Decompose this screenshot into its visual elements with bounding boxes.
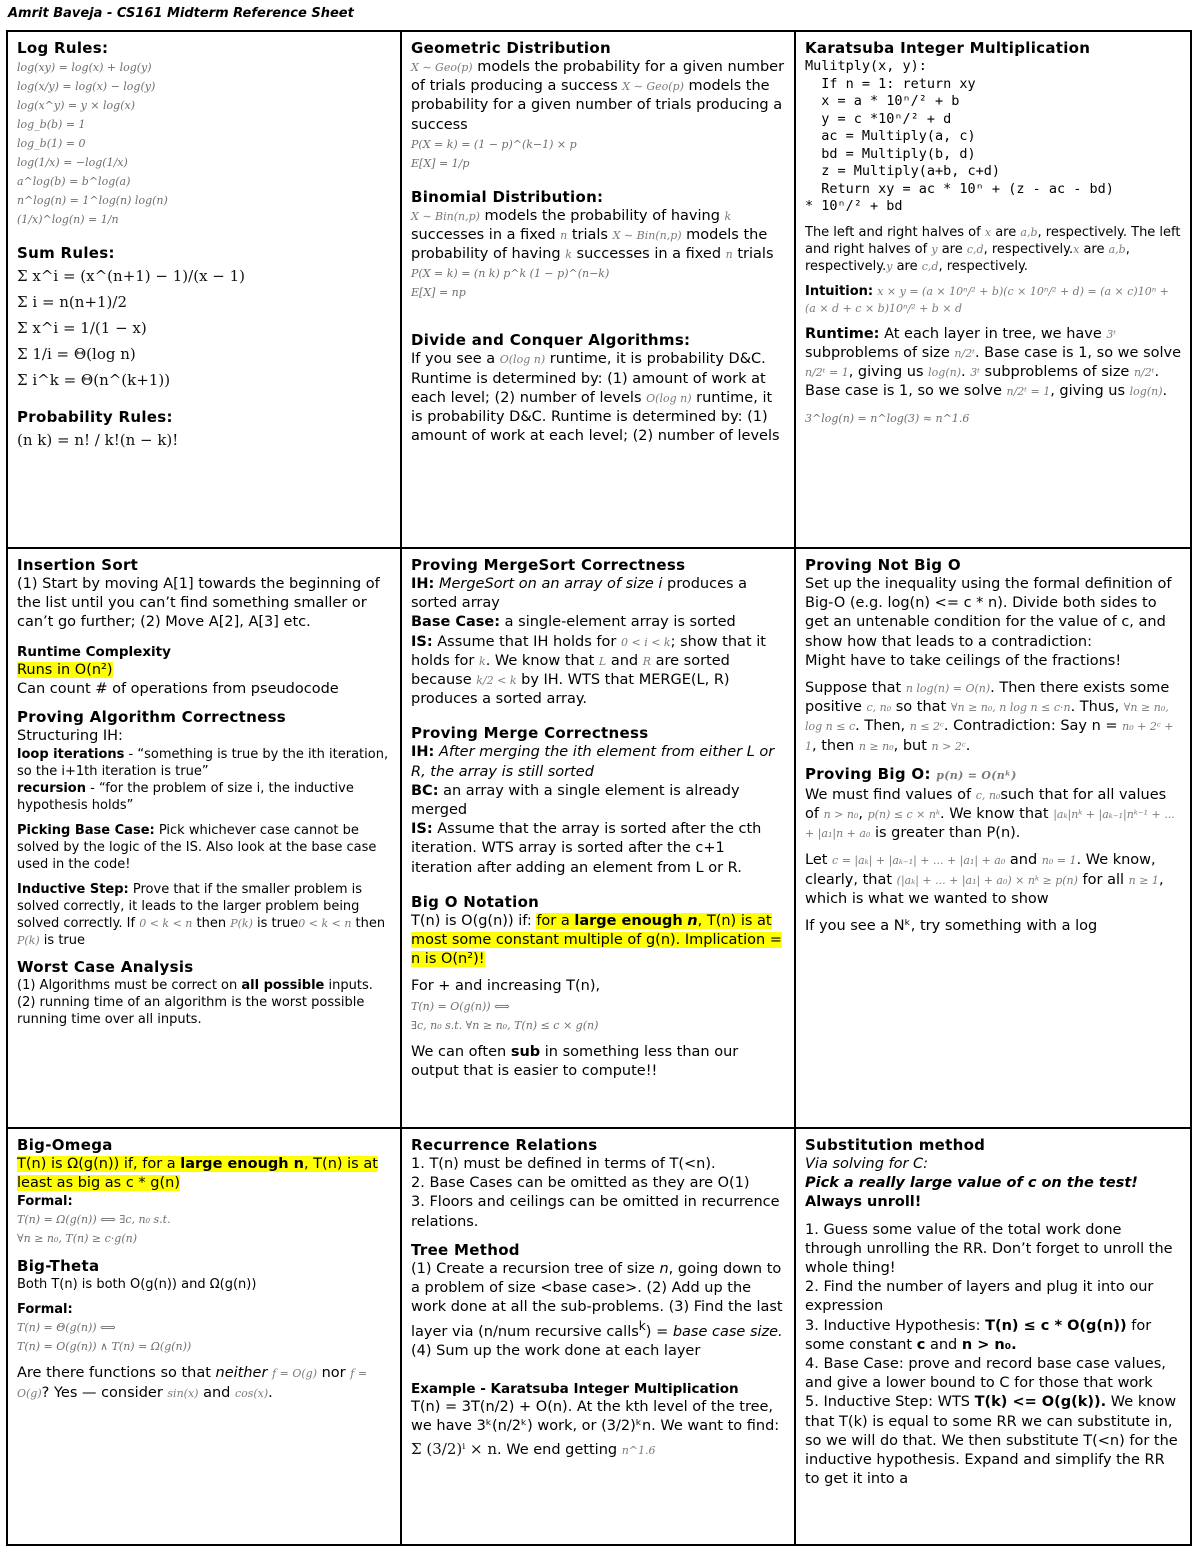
big-omega-definition: T(n) is Ω(g(n)) if, for a large enough n, T(n) is at least as big as c * g(n) [17, 1156, 378, 1192]
karatsuba-intuition: Intuition: x × y = (a × 10ⁿ/² + b)(c × 10ⁿ/² + d) = (a × c)10ⁿ + (a × d + c × b)10ⁿ/² + b × d [805, 283, 1169, 315]
page-title: Amrit Baveja - CS161 Midterm Reference Sheet [8, 6, 354, 21]
not-big-o-example: Suppose that n log(n) = O(n). Then there exists some positive c, n₀ so that ∀n ≥ n₀, n log n ≤ c·n. Thus, ∀n ≥ n₀, log n ≤ c. Then, n ≤ 2ᶜ. Contradiction: Say n = n₀ + 2ᶜ + 1, then n ≥ n₀, but n > 2ᶜ. [805, 680, 1174, 754]
dc-text: If you see a O(log n) runtime, it is probability D&C. Runtime is determined by: (1) amount of work at each level; (2) number of levels O(log n) runtime, it is probability D&C. Runtime is determined by: (1) amount of work at each level; (2) number of levels [411, 351, 780, 445]
big-o-sub-note: We can often sub in something less than our output that is easier to compute!! [411, 1043, 739, 1079]
log-rule: log(xy) = log(x) + log(y) [17, 61, 152, 74]
big-o-formal-1: T(n) = O(g(n)) ⟺ [411, 999, 510, 1013]
cell-recurrence [402, 1129, 796, 1544]
big-o-increasing: For + and increasing T(n), [411, 978, 601, 995]
insertion-sort-text: (1) Start by moving A[1] towards the beginning of the list until you can’t find something smaller or can’t go further; (2) Move A[2], A[3] etc. [17, 576, 380, 631]
sum-rules-heading: Sum Rules: [17, 244, 115, 262]
not-big-o-text: Set up the inequality using the formal definition of Big-O (e.g. log(n) <= c * n). Divide both sides to get an untenable condition for the value of c, and show how that leads to a contradiction: [805, 576, 1172, 650]
log-rule: a^log(b) = b^log(a) [17, 175, 131, 188]
recursion-note: recursion - “for the problem of size i, the inductive hypothesis holds” [17, 781, 354, 814]
big-theta-formal-2: T(n) = O(g(n)) ∧ T(n) = Ω(g(n)) [17, 1340, 192, 1354]
tree-method-heading: Tree Method [411, 1240, 520, 1259]
mergesort-bc: Base Case: a single-element array is sorted [411, 614, 736, 631]
geometric-heading: Geometric Distribution [411, 39, 611, 57]
example-text: T(n) = 3T(n/2) + O(n). At the kth level of the tree, we have 3ᵏ(n/2ᵏ) work, or (3/2)ᵏn. We want to find: [411, 1398, 780, 1434]
karatsuba-runtime: Runtime: At each layer in tree, we have 3ᵗ subproblems of size n/2ᵗ. Base case is 1, so we solve n/2ᵗ = 1, giving us log(n). 3ᵗ subproblems of size n/2ᵗ. Base case is 1, so we solve n/2ᵗ = 1, giving us log(n). [805, 325, 1182, 400]
cell-substitution [796, 1129, 1190, 1544]
log-rule: log(1/x) = −log(1/x) [17, 156, 128, 169]
binomial-text: X ∼ Bin(n,p) models the probability of having k successes in a fixed n trials X ∼ Bin(n,p) models the probability of having k successes in a fixed n trials [411, 207, 774, 263]
runtime-complexity-heading: Runtime Complexity [17, 643, 171, 660]
cell-omega-theta [8, 1129, 402, 1544]
neither-question: Are there functions so that neither f = O(g) nor f = O(g)? Yes — consider sin(x) and cos(x). [17, 1365, 368, 1401]
big-o-formal-2: ∃c, n₀ s.t. ∀n ≥ n₀, T(n) ≤ c × g(n) [411, 1018, 599, 1032]
tree-method-text: (1) Create a recursion tree of size n, going down to a problem of size <base case>. (2) Add up the work done at all the sub-problems. (3) Find the last layer via (n/num recursive calls$^k$) = base case size. (4) Sum up the work done at each layer [411, 1260, 783, 1360]
insertion-sort-heading: Insertion Sort [17, 556, 139, 574]
karatsuba-code: Mulitply(x, y): If n = 1: return xy x = a * 10ⁿ/² + b y = c *10ⁿ/² + d ac = Multiply(a, c) bd = Multiply(b, d) z = Multiply(a+b, c+d) Return xy = ac * 10ⁿ + (z - ac - bd) * 10ⁿ/² + bd [805, 58, 1114, 214]
inductive-step: Inductive Step: Prove that if the smaller problem is solved correctly, it leads to the larger problem being solved correctly. If 0 < k < n then P(k) is true0 < k < n then P(k) is true [17, 882, 386, 949]
log-rule: log_b(1) = 0 [17, 137, 86, 150]
worst-case-text: (1) Algorithms must be correct on all possible inputs. (2) running time of an algorithm is the worst possible running time over all inputs. [17, 978, 373, 1028]
log-rule: n^log(n) = 1^log(n) log(n) [17, 194, 168, 207]
merge-ih: IH: After merging the ith element from either L or R, the array is still sorted [411, 744, 775, 780]
karatsuba-heading: Karatsuba Integer Multiplication [805, 39, 1091, 57]
proving-big-o-heading: Proving Big O: p(n) = O(nᵏ) [805, 764, 1017, 783]
binomial-heading: Binomial Distribution: [411, 187, 604, 206]
substitution-unroll: Always unroll! [805, 1194, 922, 1211]
substitution-step-3: 3. Inductive Hypothesis: T(n) ≤ c * O(g(n)) for some constant c and n > n₀. [805, 1317, 1152, 1353]
reference-grid [6, 30, 1192, 1546]
example-heading: Example - Karatsuba Integer Multiplication [411, 1380, 739, 1397]
big-theta-text: Both T(n) is both O(g(n)) and Ω(g(n)) [17, 1277, 257, 1293]
substitution-step-5: 5. Inductive Step: WTS T(k) <= O(g(k)). We know that T(k) is equal to some RR we can substitute in, so we will do that. We then substitute T(<n) for the inductive hypothesis. Expand and simplify the RR to get it into a [805, 1394, 1178, 1488]
structuring-ih: Structuring IH: [17, 728, 123, 745]
prob-rule-1: (n k) = n! / k!(n − k)! [17, 431, 179, 449]
cell-proving-big-o [796, 549, 1190, 1129]
sum-rule-4: Σ 1/i = Θ(log n) [17, 345, 136, 363]
binomial-pmf: P(X = k) = (n k) p^k (1 − p)^(n−k) [411, 267, 610, 281]
merge-heading: Proving Merge Correctness [411, 724, 649, 743]
dc-heading: Divide and Conquer Algorithms: [411, 331, 691, 350]
recurrence-2: 2. Base Cases can be omitted as they are O(1) [411, 1175, 750, 1192]
log-hint: If you see a Nᵏ, try something with a log [805, 918, 1098, 935]
big-omega-formal-1: T(n) = Ω(g(n)) ⟺ ∃c, n₀ s.t. [17, 1213, 171, 1227]
recurrence-heading: Recurrence Relations [411, 1136, 598, 1154]
recurrence-1: 1. T(n) must be defined in terms of T(<n). [411, 1156, 716, 1172]
recurrence-3: 3. Floors and ceilings can be omitted in recurrence relations. [411, 1194, 780, 1230]
merge-is: IS: Assume that the array is sorted after the cth iteration. WTS array is sorted after the c+1 iteration after adding an element from L or R. [411, 821, 762, 876]
worst-case-heading: Worst Case Analysis [17, 958, 194, 977]
big-o-heading: Big O Notation [411, 892, 540, 911]
substitution-heading: Substitution method [805, 1136, 986, 1154]
sum-rule-2: Σ i = n(n+1)/2 [17, 293, 128, 311]
sum-rule-3: Σ x^i = 1/(1 − x) [17, 319, 147, 337]
picking-base-case: Picking Base Case: Pick whichever case cannot be solved by the logic of the IS. Also look at the base case used in the code! [17, 823, 377, 873]
proving-big-o-text: We must find values of c, n₀such that for all values of n > n₀, p(n) ≤ c × nᵏ. We know that |aₖ|nᵏ + |aₖ₋₁|nᵏ⁻¹ + ... + |a₁|n + a₀ is greater than P(n). [805, 786, 1175, 842]
big-omega-heading: Big-Omega [17, 1136, 113, 1154]
cell-log-sum-prob [8, 32, 402, 549]
binomial-expectation: E[X] = np [411, 286, 466, 300]
not-big-o-ceilings: Might have to take ceilings of the fractions! [805, 652, 1122, 669]
geometric-text: X ∼ Geo(p) models the probability for a given number of trials producing a success X ∼ Geo(p) models the probability for a given number of trials producing a success [411, 59, 785, 133]
proving-big-o-let: Let c = |aₖ| + |aₖ₋₁| + ... + |a₁| + a₀ and n₀ = 1. We know, clearly, that (|aₖ| + ... + |a₁| + a₀) × nᵏ ≥ p(n) for all n ≥ 1, which is what we wanted to show [805, 852, 1164, 907]
mergesort-is: IS: Assume that IH holds for 0 < i < k; show that it holds for k. We know that L and R are sorted because k/2 < k by IH. WTS that MERGE(L, R) produces a sorted array. [411, 633, 766, 708]
log-rule: log_b(b) = 1 [17, 118, 86, 131]
geometric-expectation: E[X] = 1/p [411, 156, 470, 170]
substitution-step-1: 1. Guess some value of the total work done through unrolling the RR. Don’t forget to unroll the whole thing! [805, 1221, 1173, 1277]
loop-iterations-note: loop iterations - “something is true by the ith iteration, so the i+1th iteration is true” [17, 747, 389, 780]
cell-karatsuba [796, 32, 1190, 549]
substitution-step-4: 4. Base Case: prove and record base case values, and give a lower bound to C for those that work [805, 1356, 1166, 1392]
big-omega-formal-label: Formal: [17, 1194, 73, 1210]
mergesort-ih: IH: MergeSort on an array of size i produces a sorted array [411, 576, 748, 612]
merge-bc: BC: an array with a single element is already merged [411, 782, 740, 819]
substitution-via: Via solving for C: [805, 1156, 929, 1172]
log-rule: (1/x)^log(n) = 1/n [17, 213, 119, 226]
big-omega-formal-2: ∀n ≥ n₀, T(n) ≥ c·g(n) [17, 1232, 138, 1246]
cell-insertion-sort [8, 549, 402, 1129]
runtime-text: Can count # of operations from pseudocode [17, 680, 339, 697]
log-rule: log(x/y) = log(x) − log(y) [17, 80, 156, 93]
cell-distributions [402, 32, 796, 549]
example-sum: Σ (3/2)ⁱ × n. We end getting n^1.6 [411, 1440, 656, 1459]
sum-rule-1: Σ x^i = (x^(n+1) − 1)/(x − 1) [17, 267, 246, 285]
big-theta-formal-1: T(n) = Θ(g(n)) ⟺ [17, 1321, 116, 1335]
runtime-highlight: Runs in O(n²) [17, 661, 113, 678]
substitution-pick: Pick a really large value of c on the test! [805, 1175, 1138, 1192]
geometric-pmf: P(X = k) = (1 − p)^(k−1) × p [411, 137, 577, 151]
sum-rule-5: Σ i^k = Θ(n^(k+1)) [17, 371, 171, 389]
proving-correctness-heading: Proving Algorithm Correctness [17, 708, 287, 727]
karatsuba-result: 3^log(n) = n^log(3) ≈ n^1.6 [805, 412, 970, 426]
probability-rules-heading: Probability Rules: [17, 408, 173, 426]
big-theta-formal-label: Formal: [17, 1302, 73, 1318]
big-o-definition: T(n) is O(g(n)) if: for a large enough n, T(n) is at most some constant multiple of g(n). Implication = n is O(n²)! [411, 912, 782, 968]
log-rule: log(x^y) = y × log(x) [17, 99, 136, 112]
cell-mergesort [402, 549, 796, 1129]
log-rules-list [17, 58, 392, 229]
big-theta-heading: Big-Theta [17, 1257, 100, 1276]
log-rules-heading: Log Rules: [17, 39, 109, 57]
substitution-step-2: 2. Find the number of layers and plug it into our expression [805, 1279, 1154, 1315]
karatsuba-halves: The left and right halves of x are a,b, respectively. The left and right halves of y are c,d, respectively.x are a,b, respectively.y are c,d, respectively. [805, 224, 1181, 274]
not-big-o-heading: Proving Not Big O [805, 556, 961, 574]
mergesort-heading: Proving MergeSort Correctness [411, 556, 686, 574]
